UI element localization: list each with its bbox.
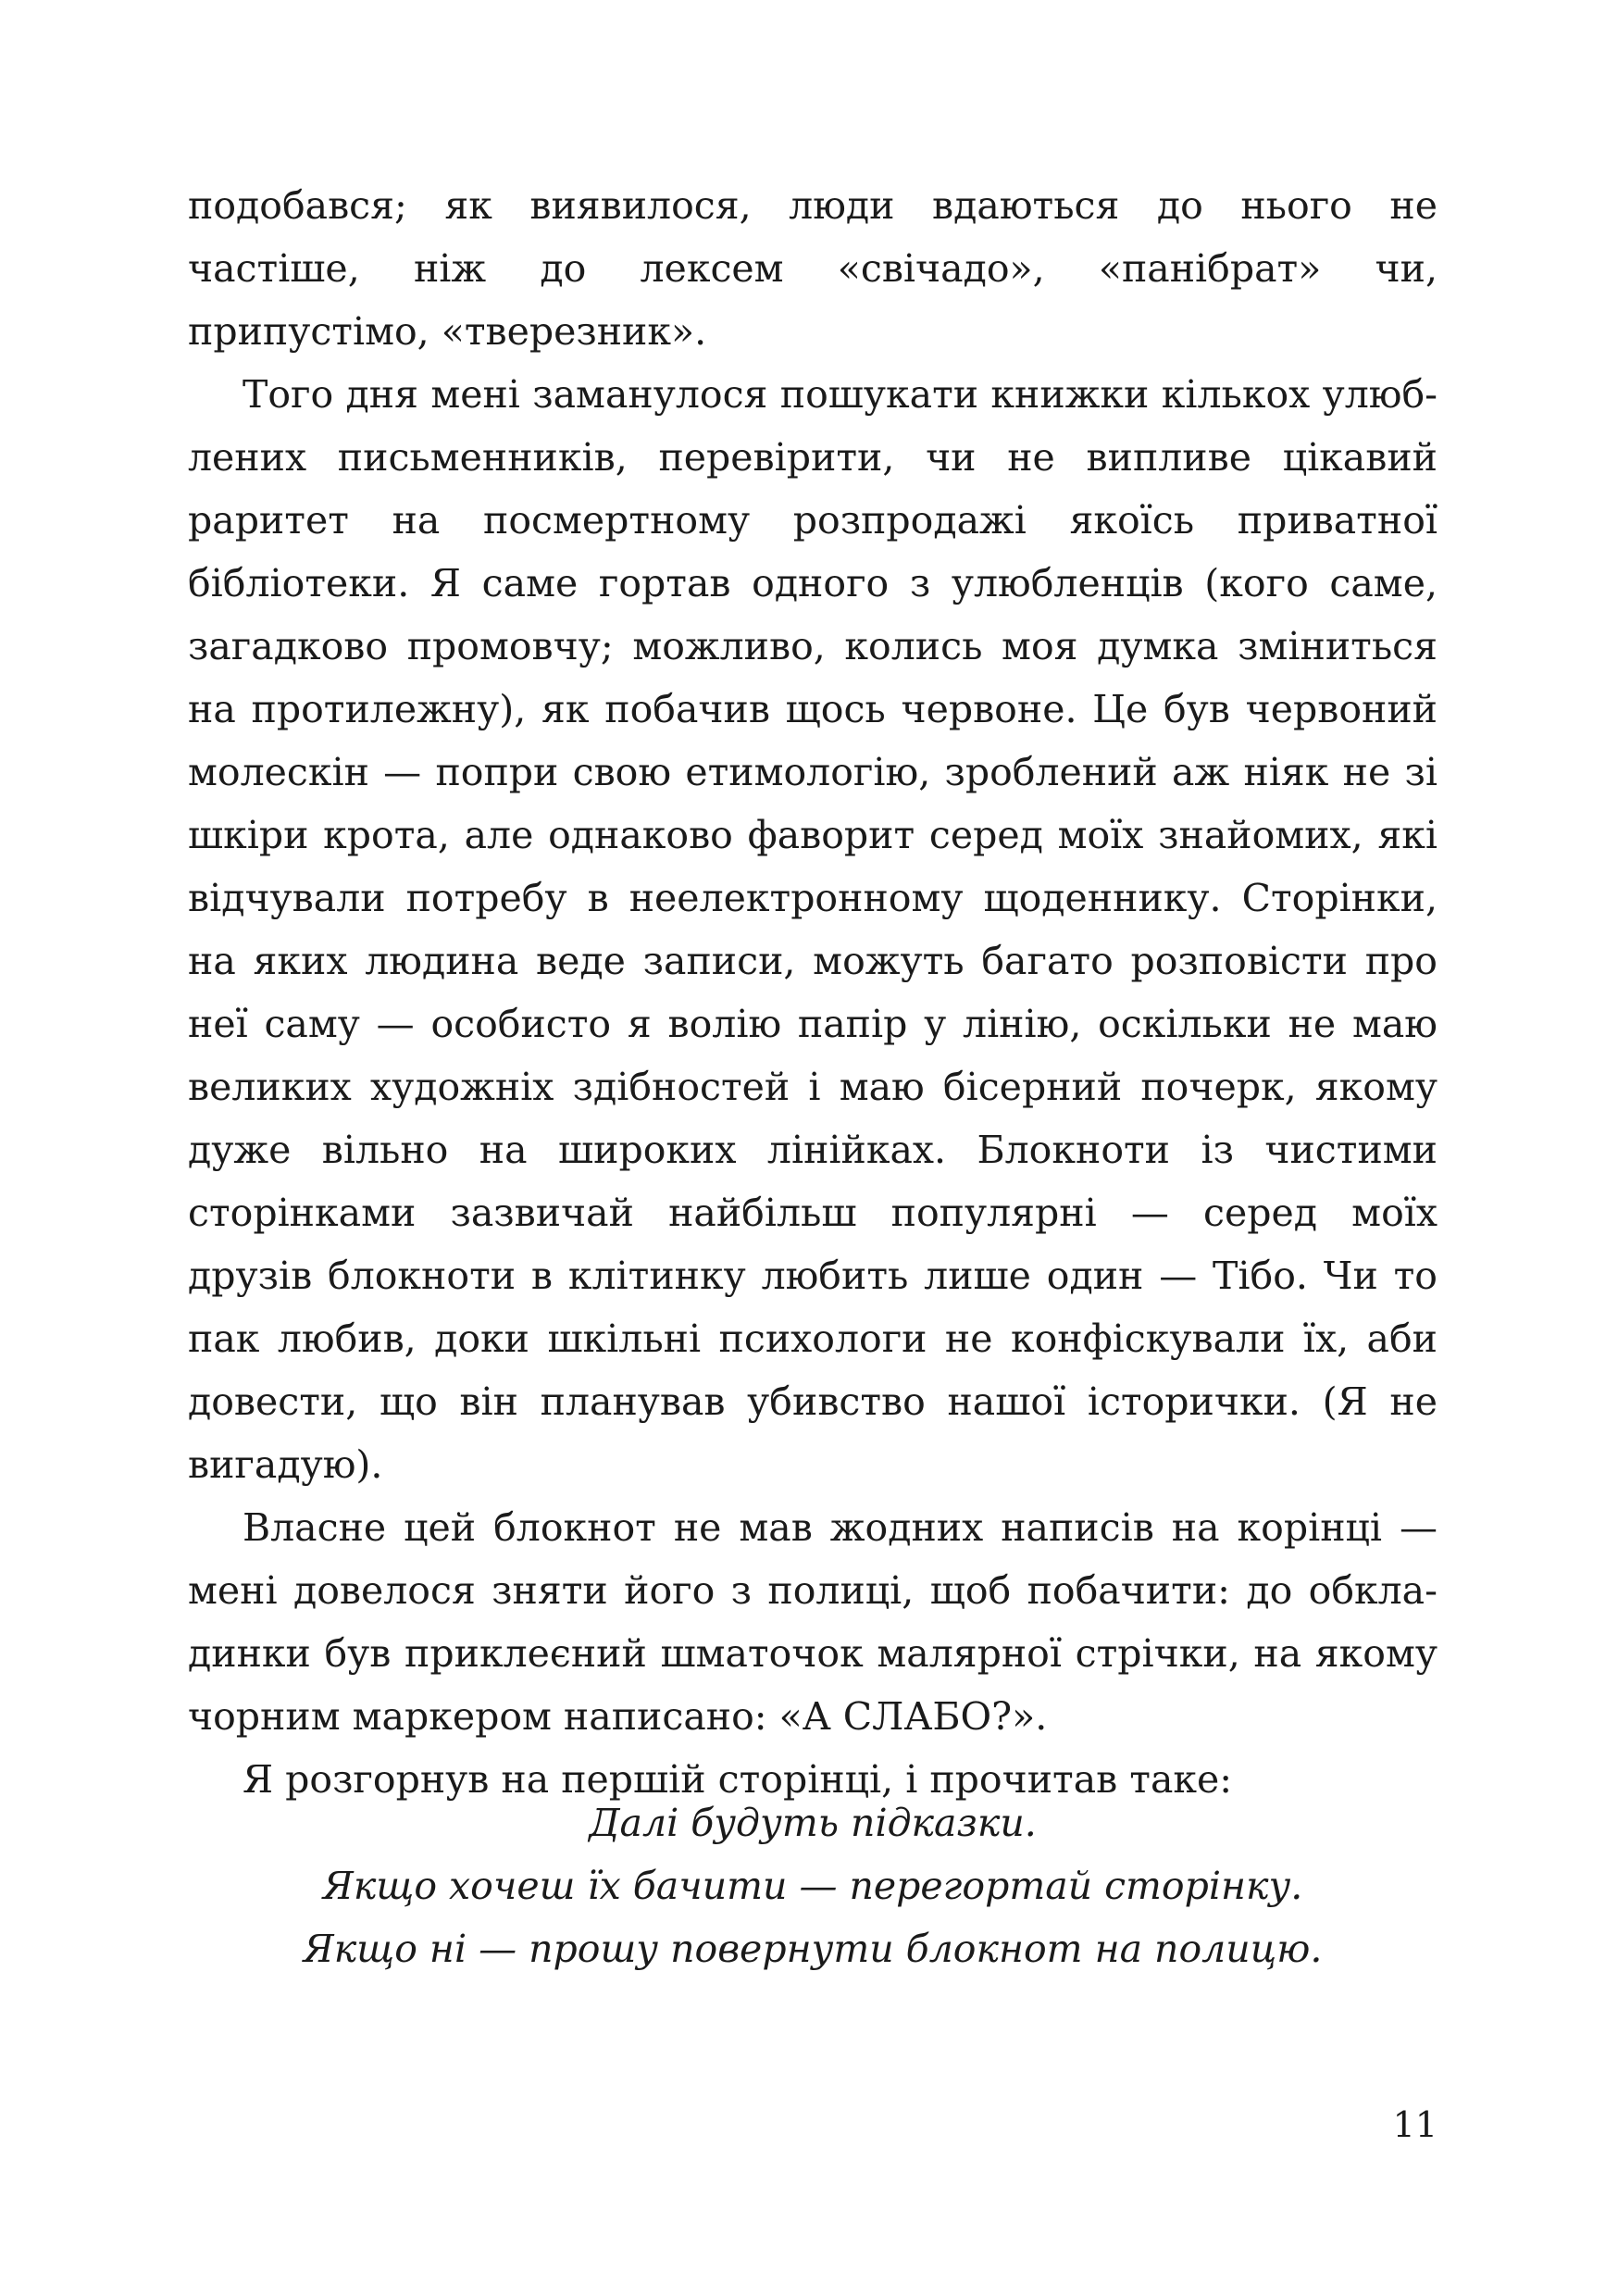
page-number: 11 [1392, 2104, 1438, 2145]
paragraph-4: Я розгорнув на першій сторінці, і прочитав таке: [243, 1757, 1233, 1802]
body-text [188, 174, 1438, 1811]
note-line-1: Далі будуть підказки. [589, 1801, 1037, 1845]
paragraph-3: Власне цей блокнот не мав жодних написів на корінці — мені довелося зняти його з полиці, щоб побачити: до обкладинки був приклеєний шматочок малярної стрічки, на якому чорним маркером написано: «А СЛАБО?». [188, 1505, 1438, 1739]
paragraph-1: подобався; як виявилося, люди вдаються до нього не частіше, ніж до лексем «свічадо», «панібрат» чи, припустімо, «тверезник». [188, 183, 1438, 354]
note-line-3: Якщо ні — прошу повернути блокнот на полицю. [303, 1927, 1323, 1971]
note-line-2: Якщо хочеш їх бачити — перегортай сторінку. [322, 1864, 1303, 1908]
italic-note [188, 1791, 1438, 1980]
paragraph-2: Того дня мені заманулося пошукати книжки кількох улюблених письменників, перевірити, чи не випливе цікавий раритет на посмертному розпродажі якоїсь приватної бібліотеки. Я саме гортав одного з улюбленців (кого саме, загадково промовчу; можливо, колись моя думка зміниться на протилежну), як побачив щось червоне. Це був червоний молескін — попри свою етимологію, зроблений аж ніяк не зі шкіри крота, але однаково фаворит серед моїх знайомих, які відчували потребу в неелектронному щоденнику. Сторінки, на яких людина веде записи, можуть багато розповісти про неї саму — особисто я волію папір у лінію, оскільки не маю великих художніх здібностей і маю бісерний почерк, якому дуже вільно на широких лінійках. Блокноти із чистими сторінками зазвичай найбільш популярні — серед моїх друзів блокноти в клітинку любить лише один — Тібо. Чи то пак любив, доки шкільні психологи не конфіскували їх, аби довести, що він планував убивство нашої історички. (Я не вигадую). [188, 372, 1438, 1487]
